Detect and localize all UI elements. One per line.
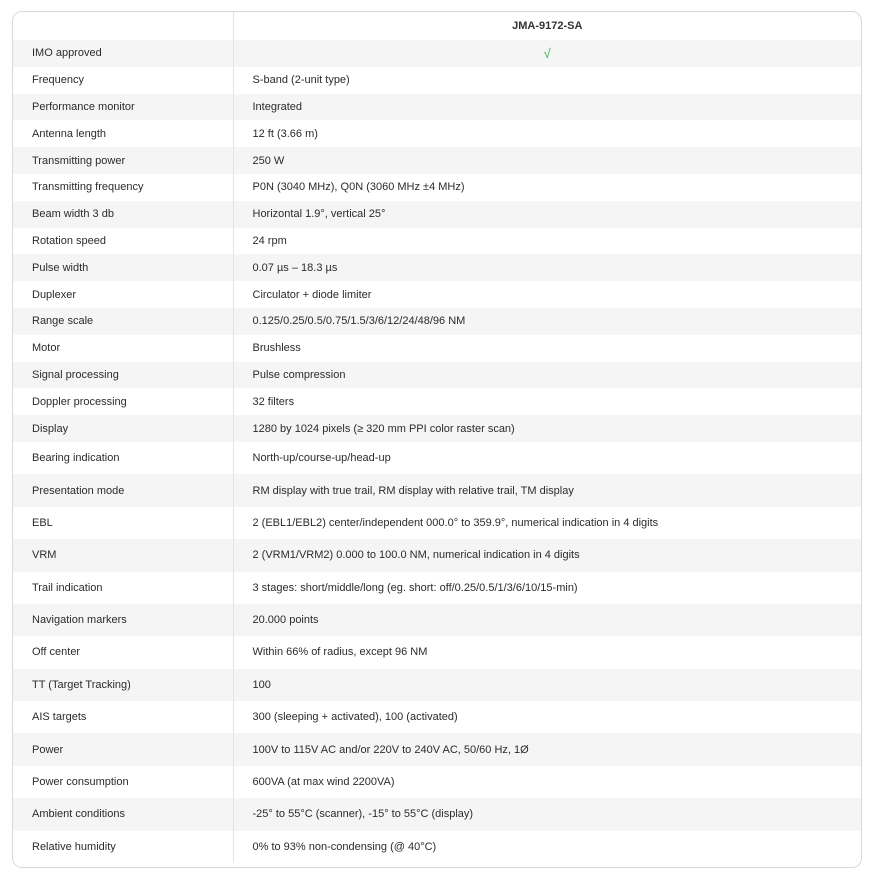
- row-value: -25° to 55°C (scanner), -15° to 55°C (display): [233, 798, 861, 830]
- row-value: Integrated: [233, 94, 861, 121]
- row-value: 2 (VRM1/VRM2) 0.000 to 100.0 NM, numerical indication in 4 digits: [233, 539, 861, 571]
- row-value: 0.07 µs – 18.3 µs: [233, 254, 861, 281]
- row-label: Power: [32, 743, 64, 756]
- table-row: [13, 669, 861, 701]
- row-value: 24 rpm: [233, 228, 861, 255]
- table-row: [13, 254, 861, 281]
- table-row: [13, 442, 861, 474]
- row-value: 12 ft (3.66 m): [233, 120, 861, 147]
- table-row: [13, 474, 861, 506]
- row-value: Brushless: [233, 335, 861, 362]
- table-row: [13, 572, 861, 604]
- table-row: [13, 415, 861, 442]
- table-row: [13, 201, 861, 228]
- spec-table: [13, 12, 861, 863]
- row-label: Transmitting power: [32, 154, 126, 167]
- row-label: Pulse width: [32, 261, 89, 274]
- row-label: Signal processing: [32, 368, 119, 381]
- row-label: Range scale: [32, 315, 94, 328]
- row-label: IMO approved: [32, 47, 102, 60]
- table-row: [13, 507, 861, 539]
- row-value: 250 W: [233, 147, 861, 174]
- row-value: 600VA (at max wind 2200VA): [233, 766, 861, 798]
- row-value: 32 filters: [233, 388, 861, 415]
- row-value: Horizontal 1.9°, vertical 25°: [233, 201, 861, 228]
- table-row: [13, 147, 861, 174]
- table-row: [13, 701, 861, 733]
- row-value: 1280 by 1024 pixels (≥ 320 mm PPI color raster scan): [233, 415, 861, 442]
- row-value: 3 stages: short/middle/long (eg. short: off/0.25/0.5/1/3/6/10/15-min): [233, 572, 861, 604]
- header-model-cell: JMA-9172-SA: [233, 12, 861, 40]
- row-label: EBL: [32, 516, 53, 529]
- row-label: Power consumption: [32, 776, 129, 789]
- row-value: RM display with true trail, RM display with relative trail, TM display: [233, 474, 861, 506]
- table-row: [13, 67, 861, 94]
- row-label: Ambient conditions: [32, 808, 125, 821]
- table-row: [13, 362, 861, 389]
- header-label-cell: [13, 12, 233, 40]
- row-value: North-up/course-up/head-up: [233, 442, 861, 474]
- check-icon: √: [233, 40, 861, 67]
- row-label: Navigation markers: [32, 614, 127, 627]
- row-label: Relative humidity: [32, 840, 116, 853]
- row-value: 2 (EBL1/EBL2) center/independent 000.0° to 359.9°, numerical indication in 4 digits: [233, 507, 861, 539]
- row-value: 100V to 115V AC and/or 220V to 240V AC, 50/60 Hz, 1Ø: [233, 733, 861, 765]
- table-row: [13, 831, 861, 863]
- row-label: Transmitting frequency: [32, 181, 144, 194]
- table-row: [13, 40, 861, 67]
- row-label: Presentation mode: [32, 484, 125, 497]
- row-label: Frequency: [32, 74, 84, 87]
- row-value: S-band (2-unit type): [233, 67, 861, 94]
- row-value: 0.125/0.25/0.5/0.75/1.5/3/6/12/24/48/96 NM: [233, 308, 861, 335]
- table-row: [13, 636, 861, 668]
- table-row: [13, 766, 861, 798]
- table-row: [13, 281, 861, 308]
- table-row: [13, 308, 861, 335]
- row-label: Bearing indication: [32, 452, 120, 465]
- table-header-row: [13, 12, 861, 40]
- row-value: 300 (sleeping + activated), 100 (activated): [233, 701, 861, 733]
- row-label: Performance monitor: [32, 100, 135, 113]
- table-row: [13, 798, 861, 830]
- spec-table-card: [12, 11, 862, 868]
- table-row: [13, 539, 861, 571]
- row-label: Off center: [32, 646, 81, 659]
- row-label: Rotation speed: [32, 234, 106, 247]
- row-value: Within 66% of radius, except 96 NM: [233, 636, 861, 668]
- row-label: Beam width 3 db: [32, 208, 114, 221]
- table-row: [13, 604, 861, 636]
- row-label: AIS targets: [32, 711, 87, 724]
- table-row: [13, 94, 861, 121]
- row-label: Motor: [32, 342, 61, 355]
- row-label: Trail indication: [32, 581, 103, 594]
- table-row: [13, 120, 861, 147]
- row-value: P0N (3040 MHz), Q0N (3060 MHz ±4 MHz): [233, 174, 861, 201]
- table-row: [13, 733, 861, 765]
- table-row: [13, 228, 861, 255]
- table-row: [13, 335, 861, 362]
- row-label: Doppler processing: [32, 395, 127, 408]
- row-value: Pulse compression: [233, 362, 861, 389]
- row-label: Antenna length: [32, 127, 107, 140]
- table-row: [13, 174, 861, 201]
- row-label: Duplexer: [32, 288, 77, 301]
- row-value: 0% to 93% non-condensing (@ 40°C): [233, 831, 861, 863]
- row-value: Circulator + diode limiter: [233, 281, 861, 308]
- table-row: [13, 388, 861, 415]
- row-label: TT (Target Tracking): [32, 678, 131, 691]
- row-label: Display: [32, 422, 69, 435]
- row-label: VRM: [32, 549, 57, 562]
- row-value: 100: [233, 669, 861, 701]
- row-value: 20.000 points: [233, 604, 861, 636]
